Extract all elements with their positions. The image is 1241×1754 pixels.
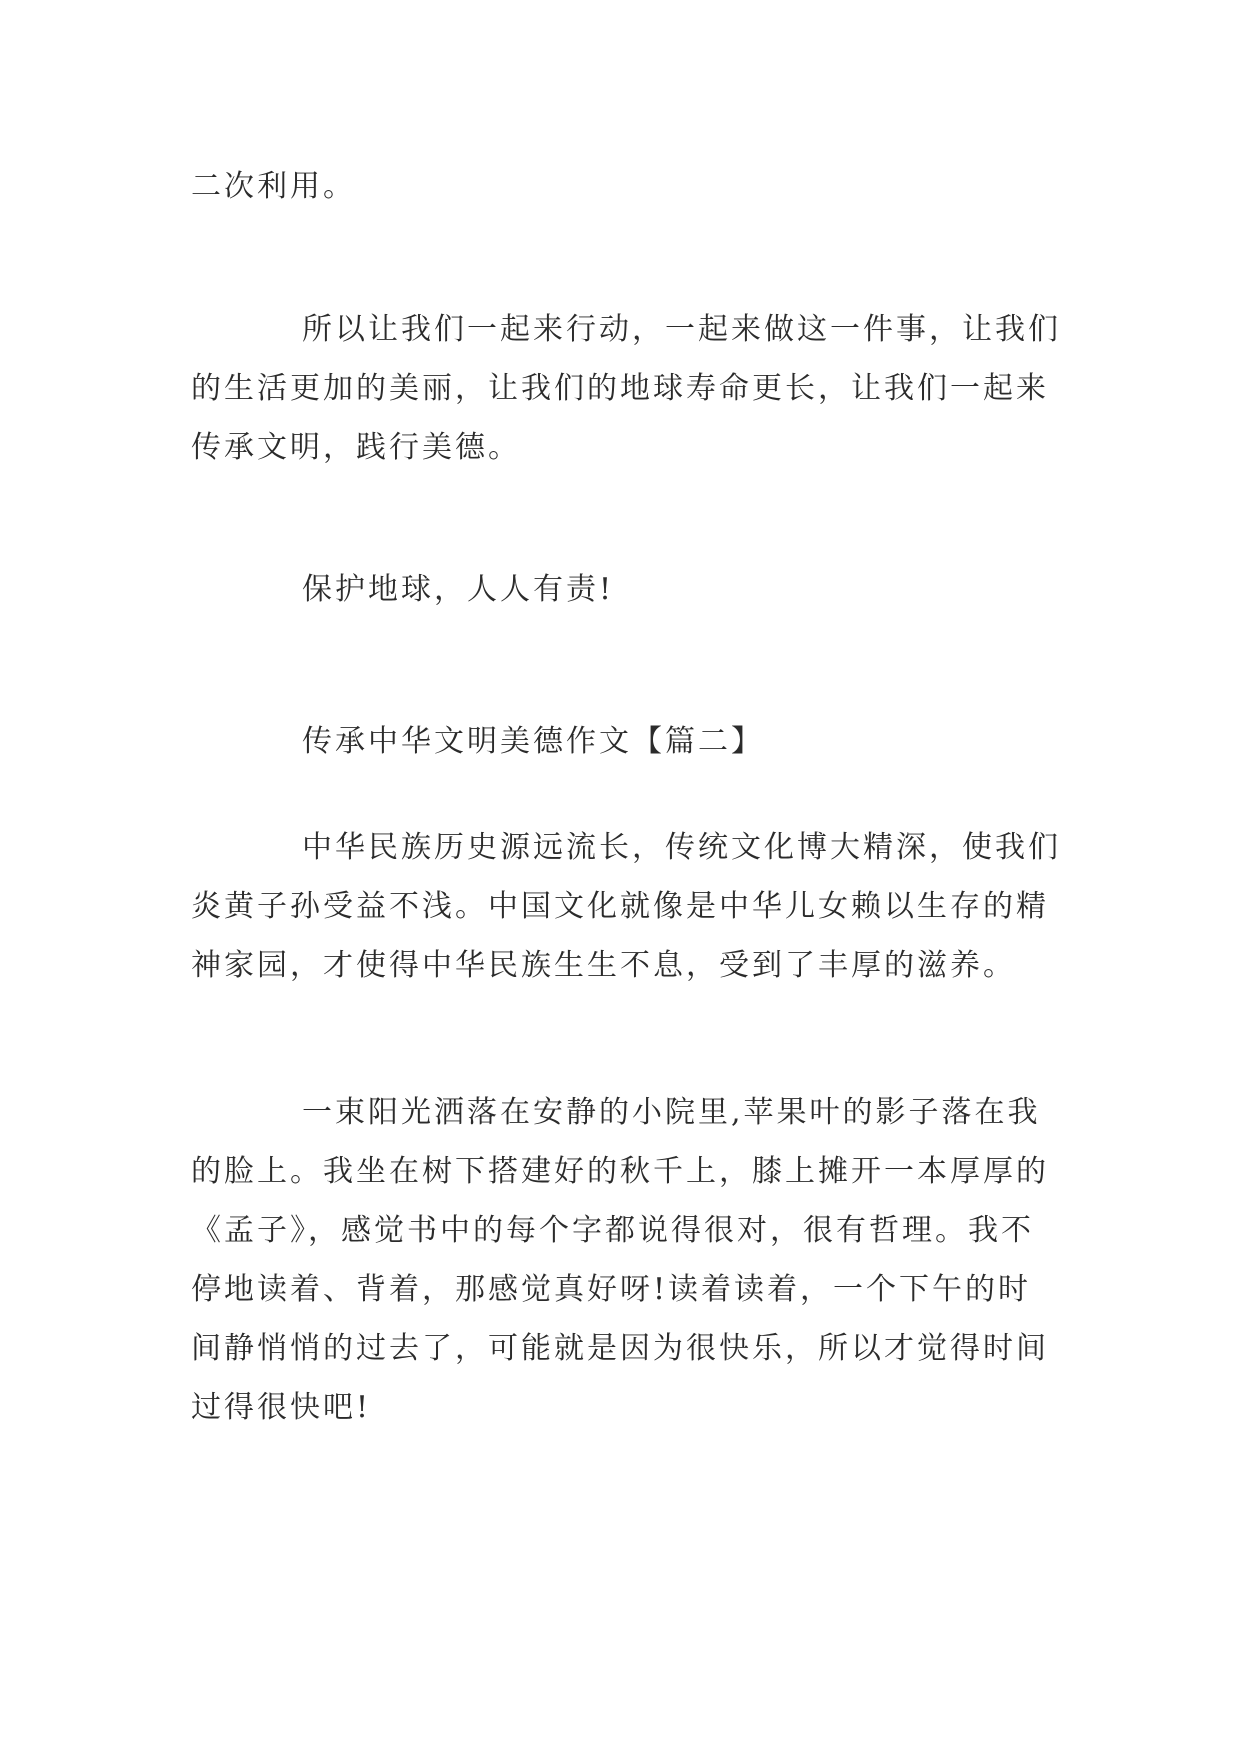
text-line: 一束阳光洒落在安静的小院里,苹果叶的影子落在我 bbox=[302, 1095, 1041, 1130]
text-line: 炎黄子孙受益不浅。中国文化就像是中华儿女赖以生存的精 bbox=[191, 889, 1049, 924]
text-line: 中华民族历史源远流长，传统文化博大精深，使我们 bbox=[302, 830, 1061, 865]
paragraph-call-to-action bbox=[191, 300, 1061, 477]
text-line: 保护地球，人人有责! bbox=[302, 572, 615, 607]
text-line: 过得很快吧! bbox=[191, 1390, 372, 1425]
section-heading bbox=[191, 712, 1051, 771]
paragraph-intro bbox=[191, 818, 1061, 995]
heading-text: 传承中华文明美德作文【篇二】 bbox=[302, 724, 764, 759]
text-line: 二次利用。 bbox=[191, 169, 356, 204]
text-line: 传承文明，践行美德。 bbox=[191, 430, 521, 465]
text-line: 停地读着、背着，那感觉真好呀!读着读着，一个下午的时 bbox=[191, 1272, 1032, 1307]
paragraph-continuation bbox=[191, 157, 1051, 216]
text-line: 《孟子》，感觉书中的每个字都说得很对，很有哲理。我不 bbox=[191, 1213, 1034, 1248]
text-line: 所以让我们一起来行动，一起来做这一件事，让我们 bbox=[302, 312, 1061, 347]
text-line: 的生活更加的美丽，让我们的地球寿命更长，让我们一起来 bbox=[191, 371, 1049, 406]
paragraph-story bbox=[191, 1083, 1051, 1437]
text-line: 间静悄悄的过去了，可能就是因为很快乐，所以才觉得时间 bbox=[191, 1331, 1049, 1366]
text-line: 的脸上。我坐在树下搭建好的秋千上，膝上摊开一本厚厚的 bbox=[191, 1154, 1049, 1189]
text-line: 神家园，才使得中华民族生生不息，受到了丰厚的滋养。 bbox=[191, 948, 1016, 983]
paragraph-slogan bbox=[191, 560, 1051, 619]
